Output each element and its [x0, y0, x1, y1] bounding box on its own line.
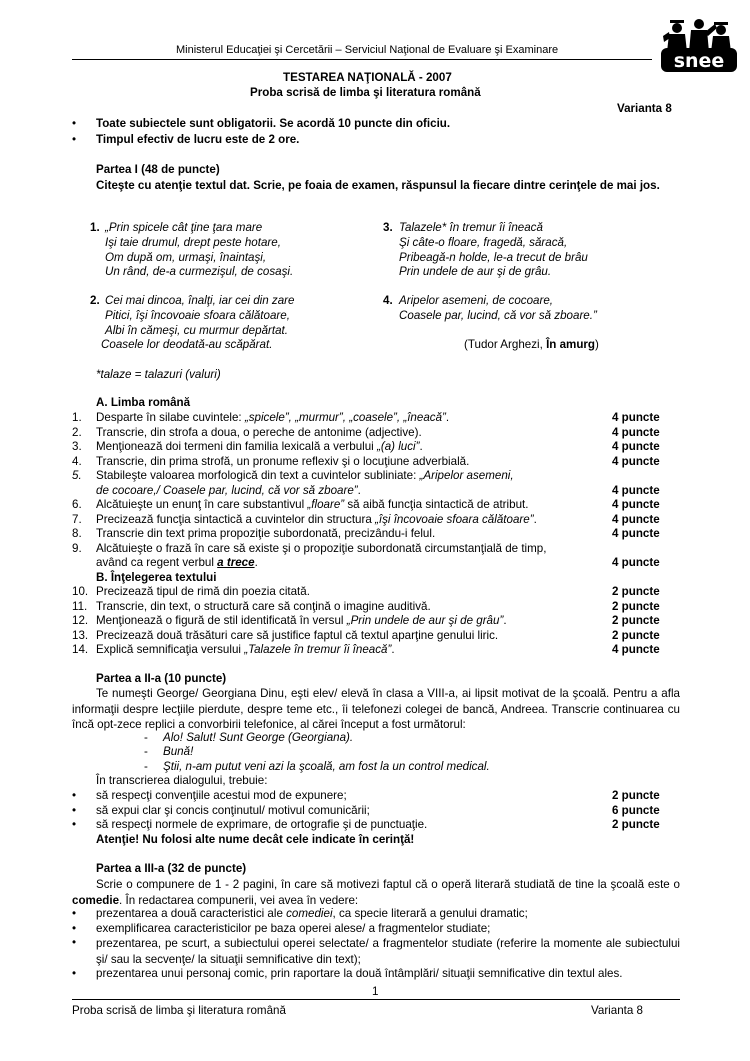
item-1-text: Desparte în silabe cuvintele: „spicele”, „murmur”, „coasele”, „îneacă”.	[96, 411, 450, 424]
item-13-text: Precizează două trăsături care să justifice faptul că textul aparţine genului liric.	[96, 629, 499, 642]
poem-attribution: (Tudor Arghezi, În amurg)	[464, 338, 599, 351]
dialog-line-2: Bună!	[163, 745, 194, 758]
item-number: 14.	[72, 643, 89, 656]
item-10-points: 2 puncte	[612, 585, 660, 598]
item-8-points: 4 puncte	[612, 527, 660, 540]
item-3-text: Menţionează doi termeni din familia lexicală a verbului „(a) luci”.	[96, 440, 423, 453]
item-number: 13.	[72, 629, 89, 642]
bullet-icon: •	[72, 789, 77, 802]
item-13-points: 2 puncte	[612, 629, 660, 642]
poem-footnote: *talaze = talazuri (valuri)	[96, 368, 221, 381]
exam-title: TESTAREA NAŢIONALĂ - 2007	[283, 71, 452, 84]
item-number: 3.	[72, 440, 82, 453]
item-9-points: 4 puncte	[612, 556, 660, 569]
part2-warning: Atenţie! Nu folosi alte nume decât cele indicate în cerinţă!	[96, 833, 415, 846]
footer-left: Proba scrisă de limba şi literatura română	[72, 1004, 286, 1017]
stanza-1-line-4: Un rând, de-a curmezişul, de cosaşi.	[105, 265, 294, 278]
stanza-1-number: 1.	[90, 221, 100, 234]
item-1-points: 4 puncte	[612, 411, 660, 424]
item-6-points: 4 puncte	[612, 498, 660, 511]
item-5-points: 4 puncte	[612, 484, 660, 497]
stanza-1-line-2: Işi taie drumul, drept peste hotare,	[105, 236, 281, 249]
page-number: 1	[372, 985, 379, 998]
item-10-text: Precizează tipul de rimă din poezia citată.	[96, 585, 310, 598]
part3-body: Scrie o compunere de 1 - 2 pagini, în care să motivezi faptul că o operă literară studiată de tine la şcoală este o comedie. În redactarea compunerii, vei avea în vedere:	[72, 878, 680, 907]
stanza-1-line-1: „Prin spicele cât ţine ţara mare	[105, 221, 263, 234]
item-4-text: Transcrie, din prima strofă, un pronume reflexiv şi o locuţiune adverbială.	[96, 455, 470, 468]
bullet-icon: •	[72, 936, 77, 949]
item-number: 4.	[72, 455, 82, 468]
item-12-text: Menţionează o figură de stil identificată în versul „Prin undele de aur şi de grâu”.	[96, 614, 507, 627]
item-number: 2.	[72, 426, 82, 439]
part3-bullet-2: exemplificarea caracteristicilor pe baza operei alese/ a fragmentelor studiate;	[96, 922, 491, 935]
stanza-3-number: 3.	[383, 221, 393, 234]
item-14-points: 4 puncte	[612, 643, 660, 656]
footer-rule	[72, 999, 680, 1000]
snee-logo	[657, 14, 739, 74]
stanza-4-number: 4.	[383, 294, 393, 307]
item-number: 5.	[72, 469, 82, 482]
item-6-text: Alcătuieşte un enunţ în care substantivul „floare” să aibă funcţia sintactică de atribut.	[96, 498, 529, 511]
svg-text:snee: snee	[673, 50, 725, 72]
item-5-text-line-2: de cocoare,/ Coasele par, lucind, că vor să zboare”.	[96, 484, 361, 497]
item-9-text-line-2: având ca regent verbul a trece.	[96, 556, 258, 569]
part3-bullet-4: prezentarea unui personaj comic, prin raportare la două întâmplări/ situaţii semnificative din textul ales.	[96, 967, 623, 980]
bullet-icon: •	[72, 967, 77, 980]
criterion-3-points: 2 puncte	[612, 818, 660, 831]
part1-heading: Partea I (48 de puncte)	[96, 163, 220, 176]
item-11-text: Transcrie, din text, o structură care să conţină o imagine auditivă.	[96, 600, 431, 613]
item-number: 12.	[72, 614, 89, 627]
item-12-points: 2 puncte	[612, 614, 660, 627]
stanza-2-line-3: Albi în cămeşi, cu murmur depărtat.	[105, 324, 288, 337]
poem-title: În amurg	[546, 338, 596, 351]
item-number: 11.	[72, 600, 88, 613]
stanza-1-line-3: Om după om, urmaşi, înaintaşi,	[105, 251, 267, 264]
criterion-2: să expui clar şi concis conţinutul/ motivul comunicării;	[96, 804, 370, 817]
item-number: 10.	[72, 585, 89, 598]
criterion-1: să respecţi convenţiile acestui mod de expunere;	[96, 789, 347, 802]
bullet-icon: •	[72, 922, 77, 935]
stanza-3-line-2: Şi câte-o floare, fragedă, săracă,	[399, 236, 568, 249]
item-9-text: Alcătuieşte o frază în care să existe şi o propoziţie subordonată circumstanţială de timp,	[96, 542, 547, 555]
stanza-2-line-2: Pitici, îşi încovoaie sfoara călătoare,	[105, 309, 290, 322]
part2-intro: În transcrierea dialogului, trebuie:	[96, 774, 268, 787]
bullet-icon: •	[72, 133, 77, 146]
dialog-dash: -	[144, 731, 148, 744]
dialog-line-1: Alo! Salut! Sunt George (Georgiana).	[163, 731, 354, 744]
item-7-text: Precizează funcţia sintactică a cuvintelor din structura „îşi încovoaie sfoara călătoare”.	[96, 513, 537, 526]
stanza-4-line-1: Aripelor asemeni, de cocoare,	[399, 294, 554, 307]
stanza-2-line-4: Coasele lor deodată-au scăpărat.	[101, 338, 273, 351]
stanza-2-number: 2.	[90, 294, 100, 307]
footer-right: Varianta 8	[591, 1004, 643, 1017]
part3-heading: Partea a III-a (32 de puncte)	[96, 862, 247, 875]
part2-body: Te numeşti George/ Georgiana Dinu, eşti elev/ elevă în clasa a VIII-a, ai lipsit motivat de la şcoală. Pentru a afla informaţii despre lecţiile pierdute, despre teme etc., îi telefonezi colegei de bancă, Andreea. Transcrie continuarea cu încă opt-zece replici a convorbirii telefonice, al cărei început a fost următorul:	[72, 687, 680, 731]
exam-variant: Varianta 8	[617, 102, 672, 115]
part3-bullet-1: prezentarea a două caracteristici ale comediei, ca specie literară a genului dramatic;	[96, 907, 528, 920]
stanza-2-line-1: Cei mai dincoa, înalţi, iar cei din zare	[105, 294, 295, 307]
exam-subtitle: Proba scrisă de limba şi literatura română	[250, 86, 481, 99]
dialog-line-3: Ştii, n-am putut veni azi la şcoală, am fost la un control medical.	[163, 760, 490, 773]
item-14-text: Explică semnificaţia versului „Talazele în tremur îi îneacă”.	[96, 643, 395, 656]
stanza-4-line-2: Coasele par, lucind, că vor să zboare.”	[399, 309, 597, 322]
criterion-3: să respecţi normele de exprimare, de ortografie şi de punctuaţie.	[96, 818, 428, 831]
item-number: 8.	[72, 527, 82, 540]
criterion-2-points: 6 puncte	[612, 804, 660, 817]
item-number: 1.	[72, 411, 82, 424]
part1-instruction: Citeşte cu atenţie textul dat. Scrie, pe foaia de examen, răspunsul la fiecare dintre cerinţele de mai jos.	[96, 179, 660, 192]
bullet-icon: •	[72, 907, 77, 920]
header-rule	[72, 59, 652, 60]
stanza-3-line-4: Prin undele de aur şi de grâu.	[399, 265, 552, 278]
item-number: 9.	[72, 542, 82, 555]
dialog-dash: -	[144, 760, 148, 773]
bullet-icon: •	[72, 804, 77, 817]
item-number: 7.	[72, 513, 82, 526]
header-ministry: Ministerul Educaţiei şi Cercetării – Serviciul Naţional de Evaluare şi Examinare	[176, 44, 559, 56]
item-2-text: Transcrie, din strofa a doua, o pereche de antonime (adjective).	[96, 426, 422, 439]
part2-heading: Partea a II-a (10 puncte)	[96, 672, 227, 685]
item-11-points: 2 puncte	[612, 600, 660, 613]
rule-1: Toate subiectele sunt obligatorii. Se acordă 10 puncte din oficiu.	[96, 117, 451, 130]
item-7-points: 4 puncte	[612, 513, 660, 526]
dialog-dash: -	[144, 745, 148, 758]
item-8-text: Transcrie din text prima propoziţie subordonată, precizându-i felul.	[96, 527, 436, 540]
item-3-points: 4 puncte	[612, 440, 660, 453]
criterion-1-points: 2 puncte	[612, 789, 660, 802]
item-5-text: Stabileşte valoarea morfologică din text a cuvintelor subliniate: „Aripelor asemeni,	[96, 469, 514, 482]
stanza-3-line-3: Pribeagă-n holde, le-a trecut de brâu	[399, 251, 588, 264]
item-4-points: 4 puncte	[612, 455, 660, 468]
bullet-icon: •	[72, 117, 77, 130]
part3-bullet-3: prezentarea, pe scurt, a subiectului operei selectate/ a fragmentelor studiate (referire la momente ale subiectului şi/ sau la secvenţe/ la situaţii semnificative din text);	[96, 937, 680, 966]
item-number: 6.	[72, 498, 82, 511]
rule-2: Timpul efectiv de lucru este de 2 ore.	[96, 133, 300, 146]
section-a-heading: A. Limba română	[96, 396, 191, 409]
stanza-3-line-1: Talazele* în tremur îi îneacă	[399, 221, 543, 234]
section-b-heading: B. Înţelegerea textului	[96, 571, 217, 584]
bullet-icon: •	[72, 818, 77, 831]
item-2-points: 4 puncte	[612, 426, 660, 439]
